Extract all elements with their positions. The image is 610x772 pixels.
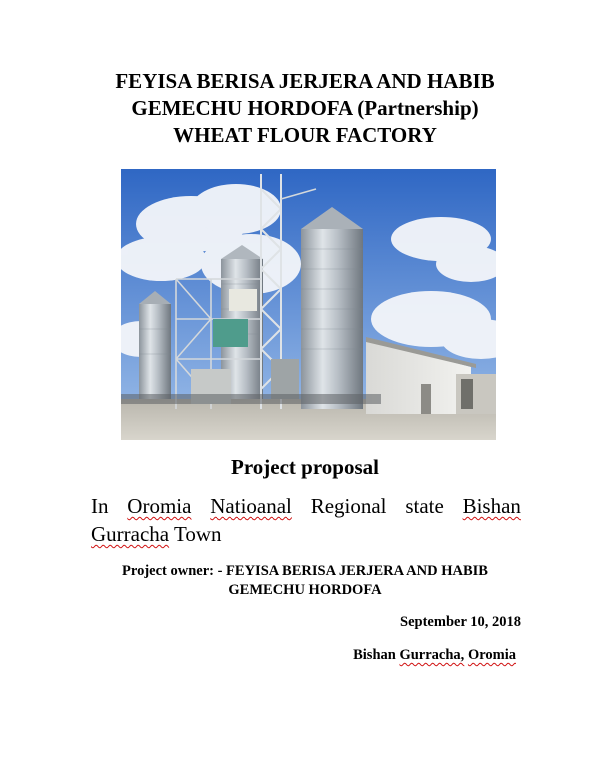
title-line-3: WHEAT FLOUR FACTORY: [173, 123, 437, 147]
project-proposal-heading: Project proposal: [231, 455, 379, 479]
location-word-spellcheck: Natioanal: [210, 494, 292, 518]
location-line-1: [91, 492, 521, 520]
factory-photo: [121, 169, 496, 440]
place-word-spellcheck: Oromia: [467, 647, 516, 663]
location-word: state: [405, 494, 444, 518]
project-location: [91, 492, 521, 548]
owner-line-2: GEMECHU HORDOFA: [228, 582, 382, 598]
owner-line-1: Project owner: - FEYISA BERISA JERJERA AND HABIB: [122, 563, 488, 579]
place-word: Bishan: [353, 647, 396, 663]
proposal-place: [353, 646, 516, 665]
title-line-2: GEMECHU HORDOFA (Partnership): [131, 96, 479, 120]
location-word: Regional: [310, 494, 387, 518]
location-line-2: [91, 520, 521, 548]
place-word-spellcheck: Gurracha,: [399, 647, 465, 663]
location-word-spellcheck: Oromia: [127, 494, 192, 518]
location-word-spellcheck: Bishan: [462, 494, 521, 518]
project-owner: [60, 562, 550, 600]
location-word: Town: [174, 522, 222, 546]
document-title: [60, 68, 550, 149]
title-line-1: FEYISA BERISA JERJERA AND HABIB: [115, 69, 495, 93]
location-word: In: [91, 494, 109, 518]
location-word-spellcheck: Gurracha: [91, 522, 170, 546]
proposal-date: September 10, 2018: [400, 614, 521, 630]
